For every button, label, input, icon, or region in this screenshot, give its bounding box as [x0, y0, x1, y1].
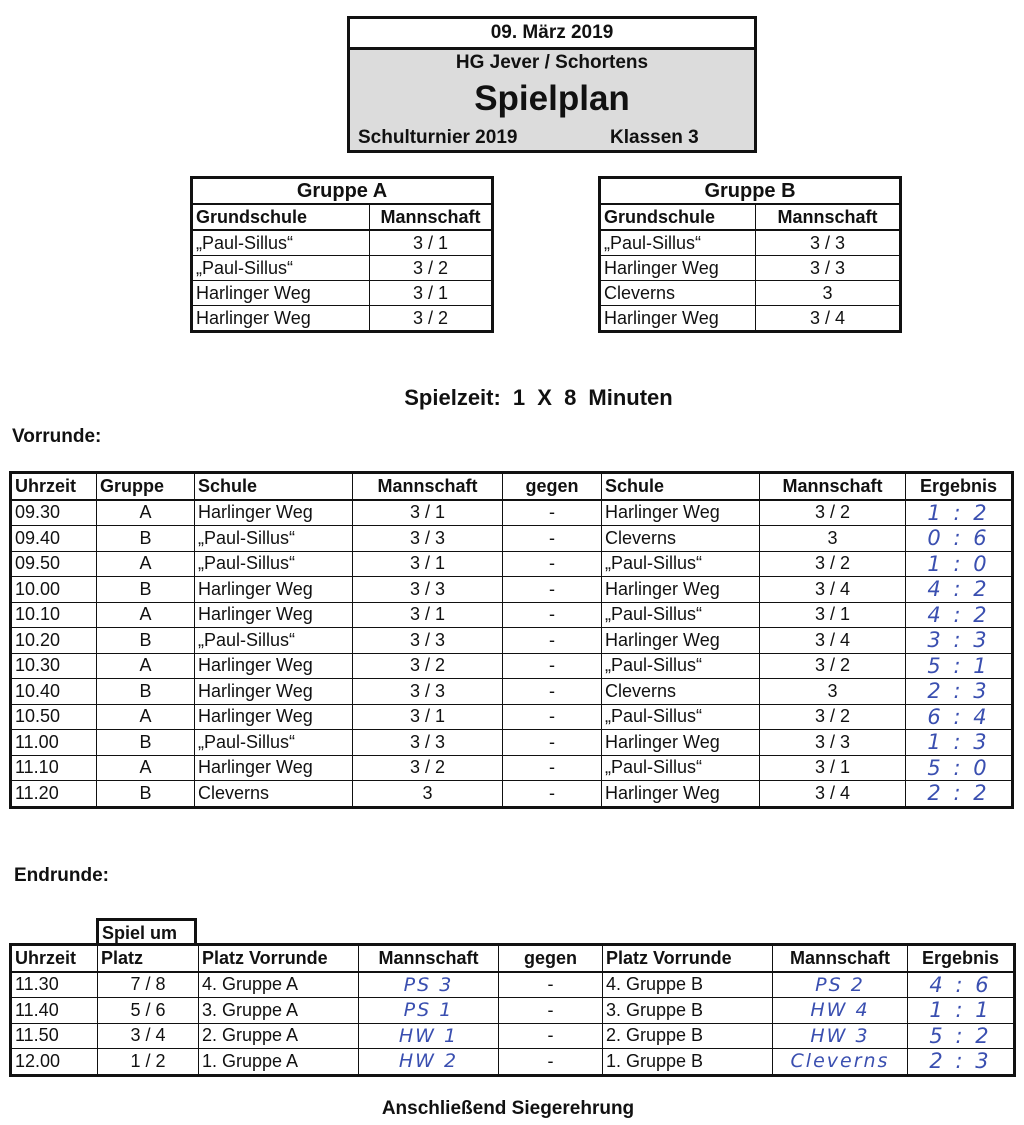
match-time: 10.10	[11, 602, 97, 628]
match-team1: 3 / 2	[353, 755, 503, 781]
match-time: 09.50	[11, 551, 97, 577]
final-team1: PS 1	[359, 998, 499, 1024]
vr-col-team2: Mannschaft	[760, 473, 906, 500]
match-time: 10.50	[11, 704, 97, 730]
group-b-school-cell: Harlinger Weg	[600, 256, 756, 281]
match-team1: 3	[353, 781, 503, 808]
match-result: 3 : 3	[906, 628, 1013, 654]
group-a-row	[192, 230, 493, 256]
vorrunde-label: Vorrunde:	[12, 426, 102, 447]
match-team2: 3 / 2	[760, 653, 906, 679]
match-time: 10.30	[11, 653, 97, 679]
match-team1: 3 / 3	[353, 628, 503, 654]
match-school1: Cleverns	[195, 781, 353, 808]
match-result: 6 : 4	[906, 704, 1013, 730]
vorrunde-row	[11, 628, 1013, 654]
match-school2: „Paul-Sillus“	[602, 602, 760, 628]
group-b-col-team: Mannschaft	[756, 204, 901, 230]
er-col-team2: Mannschaft	[773, 945, 908, 972]
final-team1: HW 2	[359, 1049, 499, 1076]
match-team2: 3 / 4	[760, 781, 906, 808]
match-time: 11.00	[11, 730, 97, 756]
match-school2: Harlinger Weg	[602, 781, 760, 808]
group-a-table	[190, 176, 494, 333]
vr-col-time: Uhrzeit	[11, 473, 97, 500]
match-time: 10.20	[11, 628, 97, 654]
er-col-result: Ergebnis	[908, 945, 1015, 972]
group-b-team-cell: 3 / 4	[756, 306, 901, 332]
match-team2: 3 / 4	[760, 577, 906, 603]
final-result: 2 : 3	[908, 1049, 1015, 1076]
match-team1: 3 / 2	[353, 653, 503, 679]
match-group: A	[97, 602, 195, 628]
match-vs: -	[503, 551, 602, 577]
endrunde-row	[11, 998, 1015, 1024]
final-vs: -	[499, 972, 603, 998]
match-result: 4 : 2	[906, 602, 1013, 628]
vorrunde-table	[9, 471, 1014, 809]
final-result: 4 : 6	[908, 972, 1015, 998]
final-time: 12.00	[11, 1049, 98, 1076]
header-tournament: Schulturnier 2019	[358, 127, 518, 148]
group-a-title: Gruppe A	[192, 178, 493, 205]
vorrunde-row	[11, 577, 1013, 603]
match-result: 2 : 3	[906, 679, 1013, 705]
vr-col-school2: Schule	[602, 473, 760, 500]
group-b-school-cell: Cleverns	[600, 281, 756, 306]
match-school1: „Paul-Sillus“	[195, 526, 353, 552]
match-school2: „Paul-Sillus“	[602, 653, 760, 679]
final-prelim2: 4. Gruppe B	[603, 972, 773, 998]
match-team2: 3 / 1	[760, 602, 906, 628]
match-vs: -	[503, 704, 602, 730]
match-team2: 3 / 2	[760, 551, 906, 577]
match-group: A	[97, 653, 195, 679]
group-a-row	[192, 306, 493, 332]
header-class: Klassen 3	[610, 127, 699, 148]
group-b-school-cell: Harlinger Weg	[600, 306, 756, 332]
vorrunde-row	[11, 781, 1013, 808]
final-prelim1: 4. Gruppe A	[199, 972, 359, 998]
group-a-col-team: Mannschaft	[370, 204, 493, 230]
final-prelim2: 3. Gruppe B	[603, 998, 773, 1024]
match-vs: -	[503, 730, 602, 756]
vr-col-team1: Mannschaft	[353, 473, 503, 500]
group-b-col-school: Grundschule	[600, 204, 756, 230]
final-prelim1: 2. Gruppe A	[199, 1023, 359, 1049]
final-prelim2: 1. Gruppe B	[603, 1049, 773, 1076]
final-result: 1 : 1	[908, 998, 1015, 1024]
er-col-team1: Mannschaft	[359, 945, 499, 972]
final-place: 7 / 8	[98, 972, 199, 998]
endrunde-label: Endrunde:	[14, 865, 109, 886]
match-school1: Harlinger Weg	[195, 602, 353, 628]
vorrunde-row	[11, 500, 1013, 526]
match-vs: -	[503, 526, 602, 552]
final-team2: PS 2	[773, 972, 908, 998]
match-school2: Harlinger Weg	[602, 628, 760, 654]
match-time: 09.30	[11, 500, 97, 526]
match-team1: 3 / 3	[353, 679, 503, 705]
match-team2: 3	[760, 679, 906, 705]
match-vs: -	[503, 679, 602, 705]
match-school2: Cleverns	[602, 679, 760, 705]
match-group: A	[97, 551, 195, 577]
match-school1: Harlinger Weg	[195, 653, 353, 679]
match-time: 11.20	[11, 781, 97, 808]
header-school: HG Jever / Schortens	[455, 52, 649, 73]
match-result: 1 : 0	[906, 551, 1013, 577]
match-school1: „Paul-Sillus“	[195, 551, 353, 577]
footer-note: Anschließend Siegerehrung	[381, 1098, 635, 1119]
er-col-time: Uhrzeit	[11, 945, 98, 972]
group-a-col-school: Grundschule	[192, 204, 370, 230]
final-team2: HW 3	[773, 1023, 908, 1049]
vorrunde-row	[11, 704, 1013, 730]
spiel-um-header: Spiel um	[96, 918, 197, 943]
spielzeit: Spielzeit: 1 X 8 Minuten	[404, 385, 673, 410]
match-school2: „Paul-Sillus“	[602, 551, 760, 577]
group-a-school-cell: „Paul-Sillus“	[192, 256, 370, 281]
match-vs: -	[503, 500, 602, 526]
match-group: B	[97, 577, 195, 603]
match-school1: Harlinger Weg	[195, 755, 353, 781]
group-a-team-cell: 3 / 1	[370, 281, 493, 306]
match-team1: 3 / 3	[353, 526, 503, 552]
match-school2: Cleverns	[602, 526, 760, 552]
match-result: 5 : 0	[906, 755, 1013, 781]
group-a-row	[192, 256, 493, 281]
match-group: B	[97, 781, 195, 808]
final-team1: PS 3	[359, 972, 499, 998]
endrunde-row	[11, 1023, 1015, 1049]
final-time: 11.30	[11, 972, 98, 998]
match-school2: Harlinger Weg	[602, 500, 760, 526]
vorrunde-row	[11, 526, 1013, 552]
match-team2: 3 / 4	[760, 628, 906, 654]
match-group: B	[97, 730, 195, 756]
vorrunde-row	[11, 679, 1013, 705]
endrunde-row	[11, 1049, 1015, 1076]
er-col-prelim1: Platz Vorrunde	[199, 945, 359, 972]
group-b-row	[600, 230, 901, 256]
match-school1: Harlinger Weg	[195, 577, 353, 603]
final-place: 5 / 6	[98, 998, 199, 1024]
match-result: 1 : 3	[906, 730, 1013, 756]
page-title: Spielplan	[474, 79, 630, 118]
vorrunde-row	[11, 551, 1013, 577]
match-school2: Harlinger Weg	[602, 577, 760, 603]
match-team1: 3 / 3	[353, 730, 503, 756]
final-vs: -	[499, 1023, 603, 1049]
group-b-school-cell: „Paul-Sillus“	[600, 230, 756, 256]
match-group: A	[97, 500, 195, 526]
final-place: 1 / 2	[98, 1049, 199, 1076]
group-b-row	[600, 306, 901, 332]
match-result: 4 : 2	[906, 577, 1013, 603]
group-b-table	[598, 176, 902, 333]
vorrunde-row	[11, 653, 1013, 679]
vorrunde-row	[11, 730, 1013, 756]
group-a-school-cell: Harlinger Weg	[192, 306, 370, 332]
final-team2: Cleverns	[773, 1049, 908, 1076]
match-group: A	[97, 755, 195, 781]
vr-col-result: Ergebnis	[906, 473, 1013, 500]
endrunde-row	[11, 972, 1015, 998]
match-time: 10.00	[11, 577, 97, 603]
match-team1: 3 / 1	[353, 500, 503, 526]
match-group: B	[97, 628, 195, 654]
match-team2: 3 / 1	[760, 755, 906, 781]
group-a-team-cell: 3 / 2	[370, 256, 493, 281]
match-vs: -	[503, 577, 602, 603]
vr-col-group: Gruppe	[97, 473, 195, 500]
match-result: 2 : 2	[906, 781, 1013, 808]
group-a-team-cell: 3 / 2	[370, 306, 493, 332]
group-b-row	[600, 256, 901, 281]
match-school2: Harlinger Weg	[602, 730, 760, 756]
match-team2: 3	[760, 526, 906, 552]
match-team1: 3 / 1	[353, 602, 503, 628]
match-result: 0 : 6	[906, 526, 1013, 552]
er-col-place: Platz	[98, 945, 199, 972]
match-time: 09.40	[11, 526, 97, 552]
group-a-team-cell: 3 / 1	[370, 230, 493, 256]
match-group: A	[97, 704, 195, 730]
match-team2: 3 / 2	[760, 500, 906, 526]
final-time: 11.40	[11, 998, 98, 1024]
match-time: 11.10	[11, 755, 97, 781]
group-a-row	[192, 281, 493, 306]
final-vs: -	[499, 998, 603, 1024]
final-prelim1: 1. Gruppe A	[199, 1049, 359, 1076]
match-vs: -	[503, 781, 602, 808]
final-prelim1: 3. Gruppe A	[199, 998, 359, 1024]
match-school2: „Paul-Sillus“	[602, 755, 760, 781]
match-school1: „Paul-Sillus“	[195, 730, 353, 756]
header-box	[347, 16, 757, 153]
match-school1: Harlinger Weg	[195, 500, 353, 526]
match-vs: -	[503, 653, 602, 679]
match-vs: -	[503, 755, 602, 781]
match-school1: „Paul-Sillus“	[195, 628, 353, 654]
header-date: 09. März 2019	[350, 19, 754, 50]
group-b-title: Gruppe B	[600, 178, 901, 205]
final-prelim2: 2. Gruppe B	[603, 1023, 773, 1049]
match-school1: Harlinger Weg	[195, 704, 353, 730]
match-group: B	[97, 526, 195, 552]
group-b-team-cell: 3 / 3	[756, 256, 901, 281]
match-school2: „Paul-Sillus“	[602, 704, 760, 730]
final-team2: HW 4	[773, 998, 908, 1024]
vorrunde-row	[11, 602, 1013, 628]
er-col-prelim2: Platz Vorrunde	[603, 945, 773, 972]
match-result: 5 : 1	[906, 653, 1013, 679]
er-col-vs: gegen	[499, 945, 603, 972]
group-b-team-cell: 3	[756, 281, 901, 306]
endrunde-table	[9, 943, 1016, 1077]
match-team1: 3 / 1	[353, 704, 503, 730]
match-team2: 3 / 3	[760, 730, 906, 756]
match-school1: Harlinger Weg	[195, 679, 353, 705]
final-time: 11.50	[11, 1023, 98, 1049]
match-vs: -	[503, 602, 602, 628]
group-a-school-cell: Harlinger Weg	[192, 281, 370, 306]
final-place: 3 / 4	[98, 1023, 199, 1049]
match-group: B	[97, 679, 195, 705]
final-team1: HW 1	[359, 1023, 499, 1049]
final-result: 5 : 2	[908, 1023, 1015, 1049]
match-team1: 3 / 3	[353, 577, 503, 603]
match-time: 10.40	[11, 679, 97, 705]
group-b-row	[600, 281, 901, 306]
group-b-team-cell: 3 / 3	[756, 230, 901, 256]
vr-col-school1: Schule	[195, 473, 353, 500]
match-vs: -	[503, 628, 602, 654]
match-team1: 3 / 1	[353, 551, 503, 577]
vorrunde-row	[11, 755, 1013, 781]
vr-col-vs: gegen	[503, 473, 602, 500]
group-a-school-cell: „Paul-Sillus“	[192, 230, 370, 256]
match-result: 1 : 2	[906, 500, 1013, 526]
final-vs: -	[499, 1049, 603, 1076]
match-team2: 3 / 2	[760, 704, 906, 730]
